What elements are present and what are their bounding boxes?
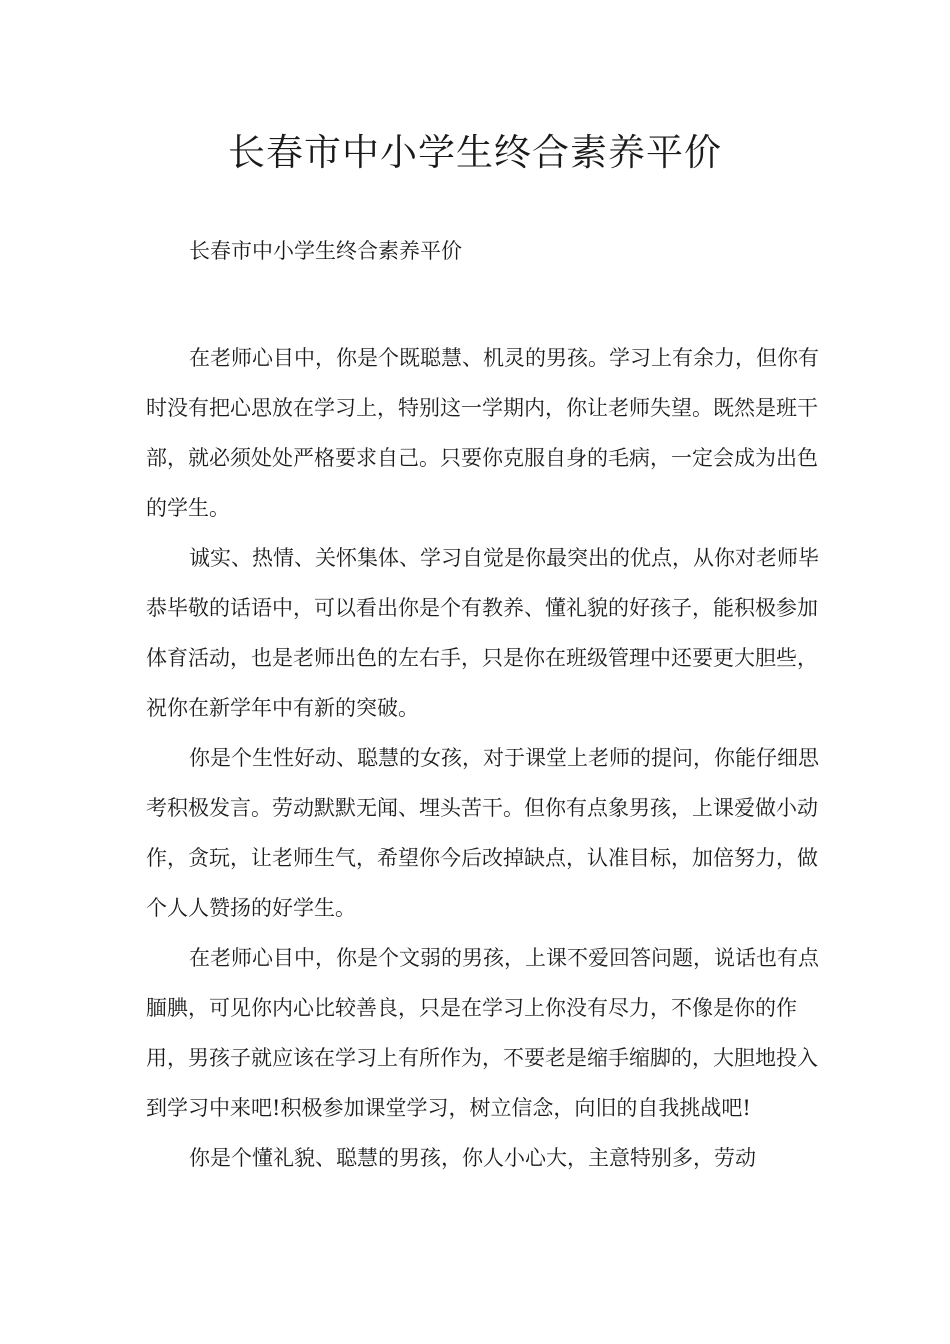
- document-title: 长春市中小学生终合素养平价: [228, 131, 722, 174]
- paragraph-4: 在老师心目中，你是个文弱的男孩，上课不爱回答问题，说话也有点腼腆，可见你内心比较善良，只是在学习上你没有尽力，不像是你的作用，男孩子就应该在学习上有所作为，不要老是缩手缩脚的，大胆地投入到学习中来吧!积极参加课堂学习，树立信念，向旧的自我挑战吧!: [146, 946, 819, 1120]
- paragraph-5: 你是个懂礼貌、聪慧的男孩，你人小心大，主意特别多，劳动: [189, 1146, 756, 1170]
- document-body: [146, 333, 826, 1183]
- paragraph-2: 诚实、热情、关怀集体、学习自觉是你最突出的优点，从你对老师毕恭毕敬的话语中，可以看出你是个有教养、懂礼貌的好孩子，能积极参加体育活动，也是老师出色的左右手，只是你在班级管理中还要更大胆些，祝你在新学年中有新的突破。: [146, 546, 819, 720]
- paragraph-1: 在老师心目中，你是个既聪慧、机灵的男孩。学习上有余力，但你有时没有把心思放在学习上，特别这一学期内，你让老师失望。既然是班干部，就必须处处严格要求自己。只要你克服自身的毛病，一定会成为出色的学生。: [146, 346, 819, 520]
- document-subtitle: 长春市中小学生终合素养平价: [189, 239, 462, 263]
- paragraph-3: 你是个生性好动、聪慧的女孩，对于课堂上老师的提问，你能仔细思考积极发言。劳动默默无闻、埋头苦干。但你有点象男孩，上课爱做小动作，贪玩，让老师生气，希望你今后改掉缺点，认准目标，加倍努力，做个人人赞扬的好学生。: [146, 746, 819, 920]
